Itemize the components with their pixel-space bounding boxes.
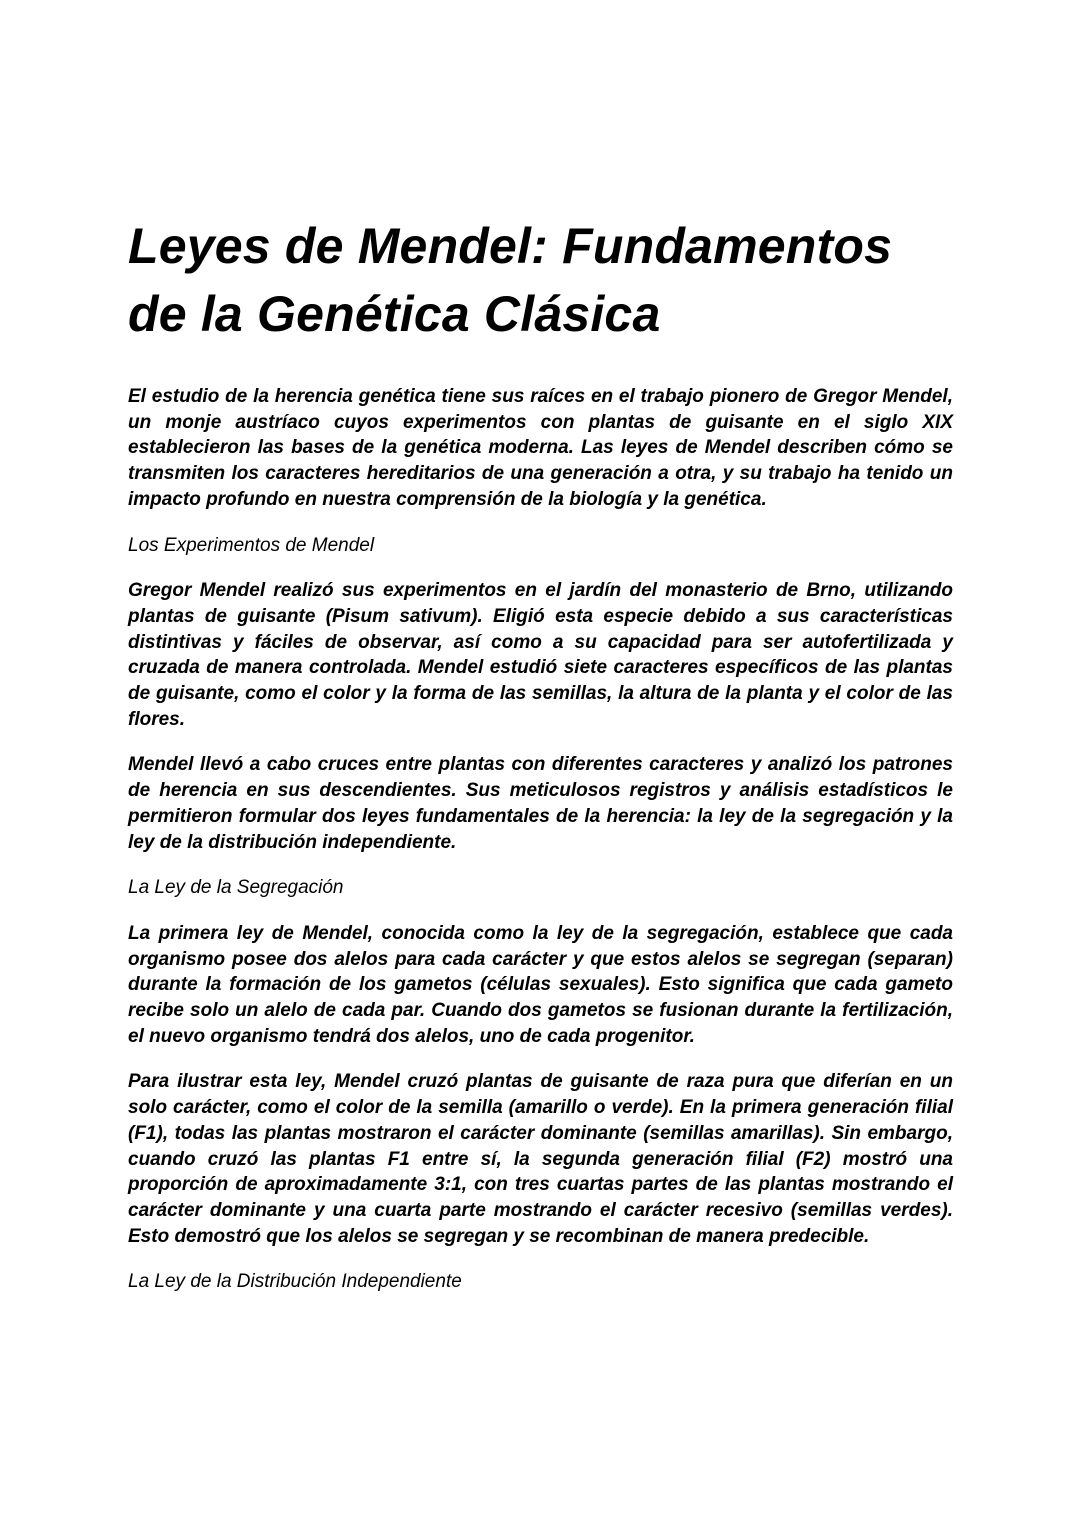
paragraph-segregacion-1: La primera ley de Mendel, conocida como la ley de la segregación, establece que cada organismo posee dos alelos para cada carácter y que estos alelos se segregan (separan) durante la formación de los gametos (células sexuales). Esto significa que cada gameto recibe solo un alelo de cada par. Cuando dos gametos se fusionan durante la fertilización, el nuevo organismo tendrá dos alelos, uno de cada progenitor. bbox=[128, 922, 953, 1047]
document-page bbox=[128, 212, 953, 1315]
paragraph-experimentos-1: Gregor Mendel realizó sus experimentos en el jardín del monasterio de Brno, utilizando plantas de guisante (Pisum sativum). Eligió esta especie debido a sus características distintivas y fáciles de observar, así como a su capacidad para ser autofertilizada y cruzada de manera controlada. Mendel estudió siete caracteres específicos de las plantas de guisante, como el color y la forma de las semillas, la altura de la planta y el color de las flores. bbox=[128, 580, 953, 730]
section-heading-experimentos: Los Experimentos de Mendel bbox=[128, 534, 375, 556]
section-heading-segregacion: La Ley de la Segregación bbox=[128, 877, 344, 899]
paragraph-experimentos-2: Mendel llevó a cabo cruces entre plantas con diferentes caracteres y analizó los patrones de herencia en sus descendientes. Sus meticulosos registros y análisis estadísticos le permitieron formular dos leyes fundamentales de la herencia: la ley de la segregación y la ley de la distribución independiente. bbox=[128, 754, 953, 853]
paragraph-segregacion-2: Para ilustrar esta ley, Mendel cruzó plantas de guisante de raza pura que diferían en un solo carácter, como el color de la semilla (amarillo o verde). En la primera generación filial (F1), todas las plantas mostraron el carácter dominante (semillas amarillas). Sin embargo, cuando cruzó las plantas F1 entre sí, la segunda generación filial (F2) mostró una proporción de aproximadamente 3:1, con tres cuartas partes de las plantas mostrando el carácter dominante y una cuarta parte mostrando el carácter recesivo (semillas verdes). Esto demostró que los alelos se segregan y se recombinan de manera predecible. bbox=[128, 1071, 953, 1247]
section-heading-distribucion: La Ley de la Distribución Independiente bbox=[128, 1271, 462, 1293]
document-title: Leyes de Mendel: Fundamentos de la Genética Clásica bbox=[128, 218, 893, 342]
intro-paragraph: El estudio de la herencia genética tiene sus raíces en el trabajo pionero de Gregor Mendel, un monje austríaco cuyos experimentos con plantas de guisante en el siglo XIX establecieron las bases de la genética moderna. Las leyes de Mendel describen cómo se transmiten los caracteres hereditarios de una generación a otra, y su trabajo ha tenido un impacto profundo en nuestra comprensión de la biología y la genética. bbox=[128, 386, 953, 510]
